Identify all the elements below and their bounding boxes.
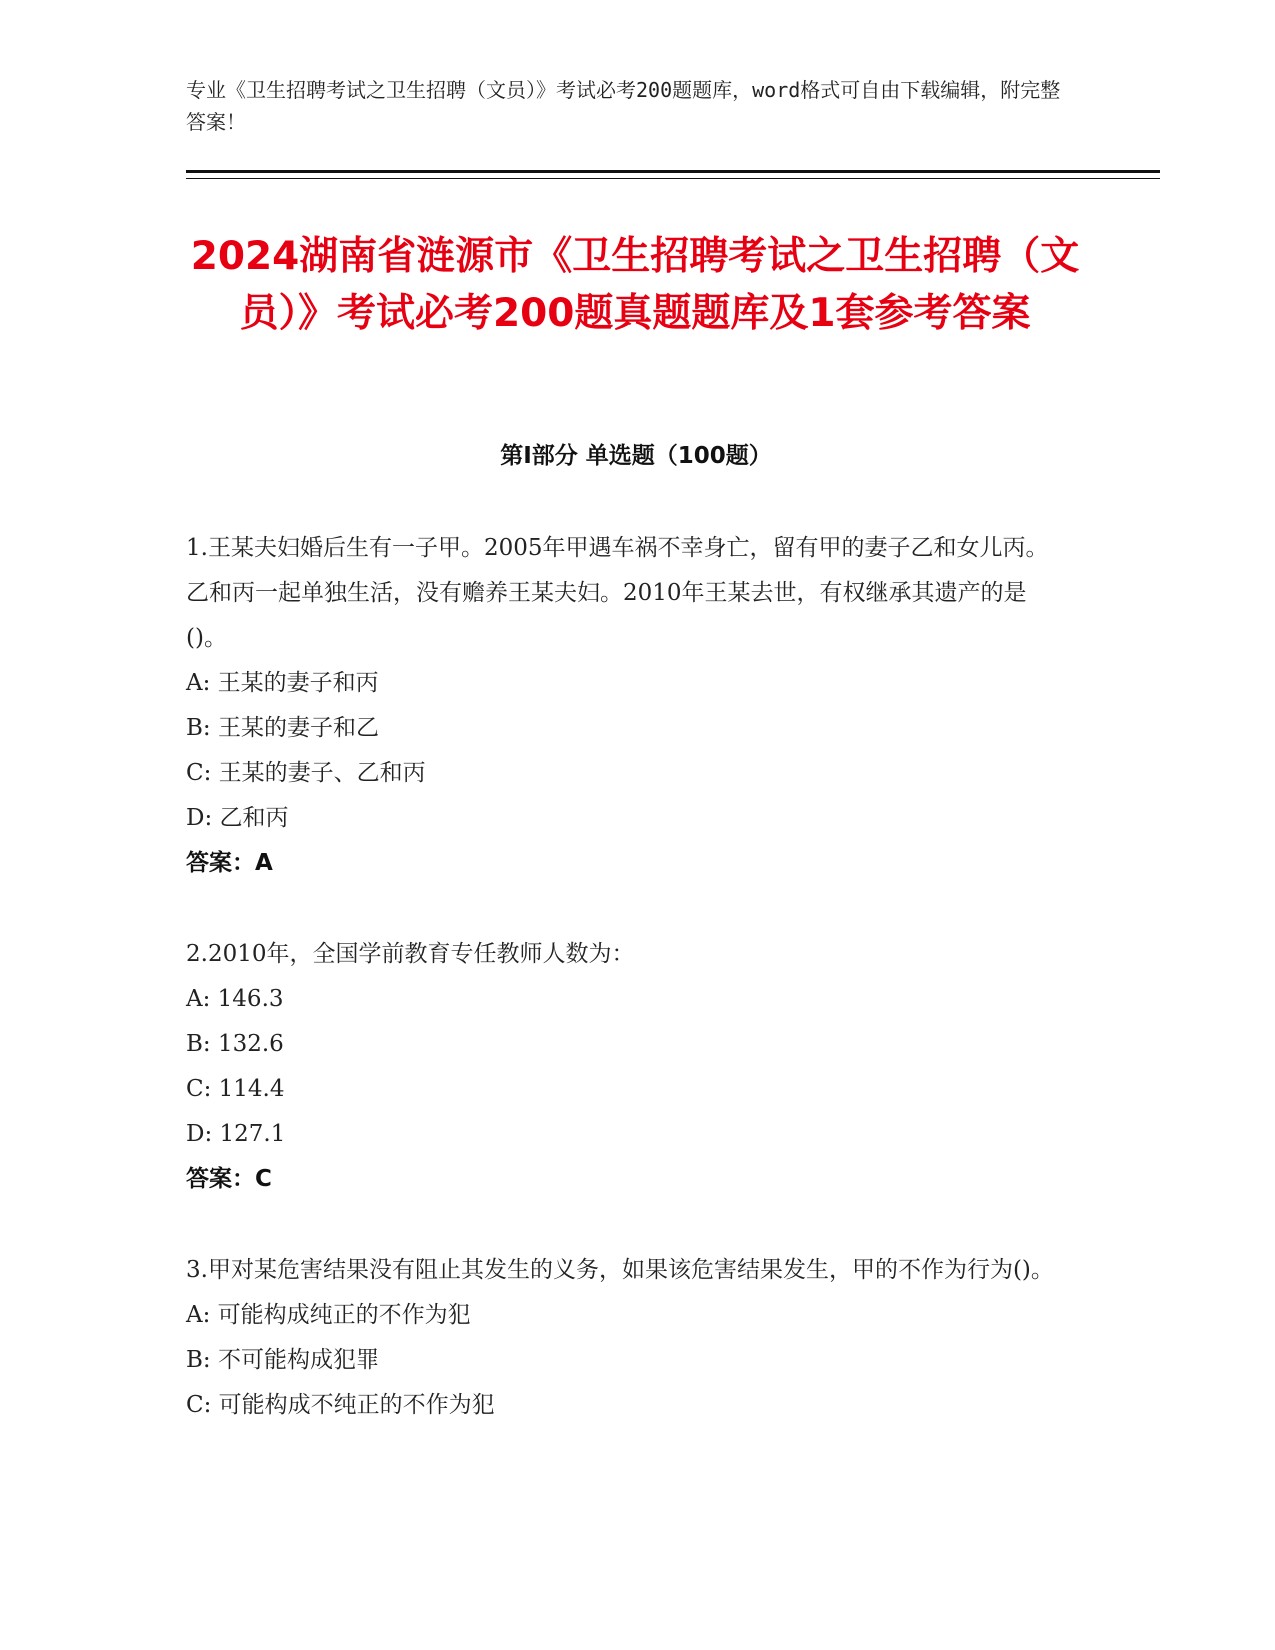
question-stem: 1.王某夫妇婚后生有一子甲。2005年甲遇车祸不幸身亡，留有甲的妻子乙和女儿丙。乙和丙一起单独生活，没有赡养王某夫妇。2010年王某去世，有权继承其遗产的是()。 [186, 535, 1049, 651]
option-b: B: 王某的妻子和乙 [186, 715, 379, 741]
answer: 答案：A [186, 850, 273, 876]
question-list [186, 526, 1066, 1474]
option-b: B: 不可能构成犯罪 [186, 1347, 379, 1373]
header-note: 专业《卫生招聘考试之卫生招聘（文员）》考试必考200题题库，word格式可自由下载编辑，附完整答案！ [186, 78, 1061, 134]
option-a: A: 王某的妻子和丙 [186, 670, 379, 696]
option-c: C: 王某的妻子、乙和丙 [186, 760, 426, 786]
question-2 [186, 932, 1066, 1202]
option-a: A: 可能构成纯正的不作为犯 [186, 1302, 471, 1328]
question-3 [186, 1248, 1066, 1428]
option-a: A: 146.3 [186, 986, 284, 1012]
answer: 答案：C [186, 1166, 272, 1192]
question-stem: 2.2010年，全国学前教育专任教师人数为： [186, 941, 635, 967]
header-rule-thin [186, 178, 1160, 179]
question-1 [186, 526, 1066, 886]
option-c: C: 可能构成不纯正的不作为犯 [186, 1392, 495, 1418]
document-title: 2024湖南省涟源市《卫生招聘考试之卫生招聘（文员）》考试必考200题真题题库及1套参考答案 [190, 234, 1080, 336]
question-stem: 3.甲对某危害结果没有阻止其发生的义务，如果该危害结果发生，甲的不作为行为()。 [186, 1257, 1054, 1283]
section-heading: 第Ⅰ部分 单选题（100题） [500, 443, 772, 469]
header-rule-thick [186, 170, 1160, 173]
option-b: B: 132.6 [186, 1031, 284, 1057]
option-d: D: 乙和丙 [186, 805, 289, 831]
option-d: D: 127.1 [186, 1121, 286, 1147]
option-c: C: 114.4 [186, 1076, 285, 1102]
